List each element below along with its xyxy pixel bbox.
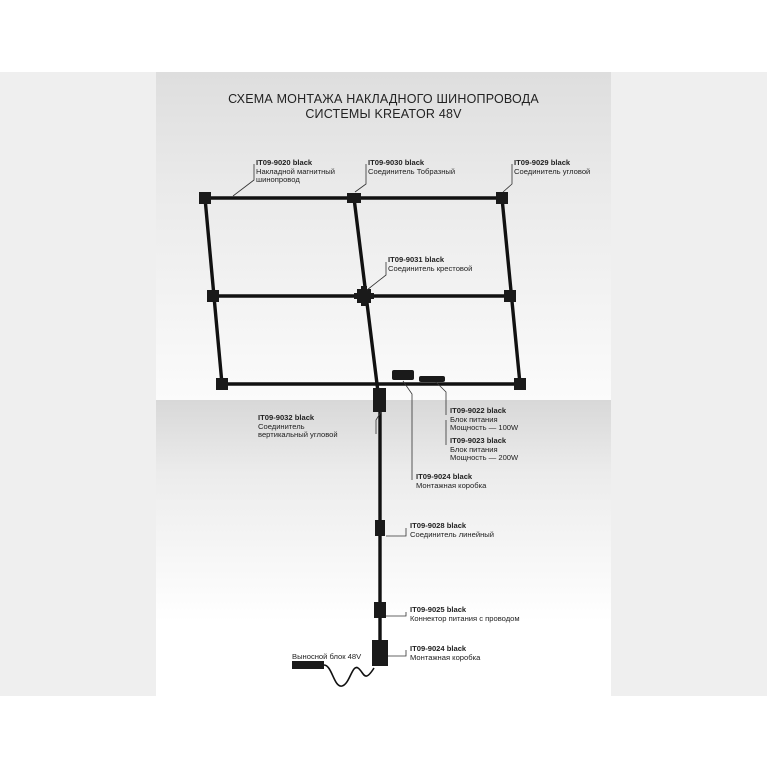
label-junction-box-top-code: IT09-9024 black	[416, 472, 473, 481]
power-connector	[374, 602, 386, 618]
linear-connector	[375, 520, 385, 536]
corner-connector-bottom-right	[514, 378, 526, 390]
corner-connector-bottom-left	[216, 378, 228, 390]
t-connector-left	[207, 290, 219, 302]
label-psu-100-line1: Блок питания	[450, 414, 498, 424]
label-power-connector	[410, 606, 520, 623]
label-vertical-corner	[258, 414, 338, 440]
label-track-line2: шинопровод	[256, 175, 300, 185]
corner-connector-top-left	[199, 192, 211, 204]
junction-box-bottom	[372, 640, 388, 666]
remote-unit-48v	[292, 661, 324, 669]
junction-box-top	[392, 370, 414, 380]
label-junction-box-bottom-code: IT09-9024 black	[410, 644, 467, 653]
label-cross-connector	[388, 256, 472, 273]
label-power-connector-code: IT09-9025 black	[410, 605, 467, 614]
label-linear-connector-line1: Соединитель линейный	[410, 529, 494, 539]
label-t-connector-code: IT09-9030 black	[368, 158, 425, 167]
label-linear-connector	[410, 522, 494, 539]
label-t-connector	[368, 159, 455, 176]
remote-unit-label: Выносной блок 48V	[292, 652, 362, 661]
cross-connector	[354, 286, 374, 306]
t-connector-top	[347, 193, 361, 203]
label-junction-box-bottom-line1: Монтажная коробка	[410, 652, 481, 662]
label-corner-connector-code: IT09-9029 black	[514, 158, 571, 167]
title-line-2: СИСТЕМЫ KREATOR 48V	[305, 107, 462, 121]
label-track-code: IT09-9020 black	[256, 158, 313, 167]
label-corner-connector-line1: Соединитель угловой	[514, 166, 591, 176]
label-vertical-corner-line2: вертикальный угловой	[258, 430, 338, 440]
label-psu-200	[450, 437, 518, 463]
label-power-connector-line1: Коннектор питания с проводом	[410, 613, 520, 623]
title-line-1: СХЕМА МОНТАЖА НАКЛАДНОГО ШИНОПРОВОДА	[228, 92, 539, 106]
label-cross-connector-code: IT09-9031 black	[388, 255, 445, 264]
corner-connector-top-right	[496, 192, 508, 204]
label-psu-200-line1: Блок питания	[450, 444, 498, 454]
label-vertical-corner-line1: Соединитель	[258, 421, 305, 431]
label-psu-100-code: IT09-9022 black	[450, 406, 507, 415]
vertical-corner-connector	[373, 388, 386, 412]
label-junction-box-top-line1: Монтажная коробка	[416, 480, 487, 490]
label-t-connector-line1: Соединитель Тобразный	[368, 166, 456, 176]
label-junction-box-bottom	[410, 645, 480, 662]
label-cross-connector-line1: Соединитель крестовой	[388, 263, 473, 273]
label-psu-200-code: IT09-9023 black	[450, 436, 507, 445]
power-supply-unit	[419, 376, 445, 382]
label-psu-100-line2: Мощность — 100W	[450, 423, 519, 433]
label-junction-box-top	[416, 473, 486, 490]
label-vertical-corner-code: IT09-9032 black	[258, 413, 315, 422]
label-psu-100	[450, 407, 518, 433]
remote-unit-cable	[324, 665, 374, 686]
label-track-line1: Накладной магнитный	[256, 166, 335, 176]
t-connector-right	[504, 290, 516, 302]
label-psu-200-line2: Мощность — 200W	[450, 453, 519, 463]
label-track	[256, 159, 335, 185]
label-corner-connector	[514, 159, 590, 176]
label-linear-connector-code: IT09-9028 black	[410, 521, 467, 530]
